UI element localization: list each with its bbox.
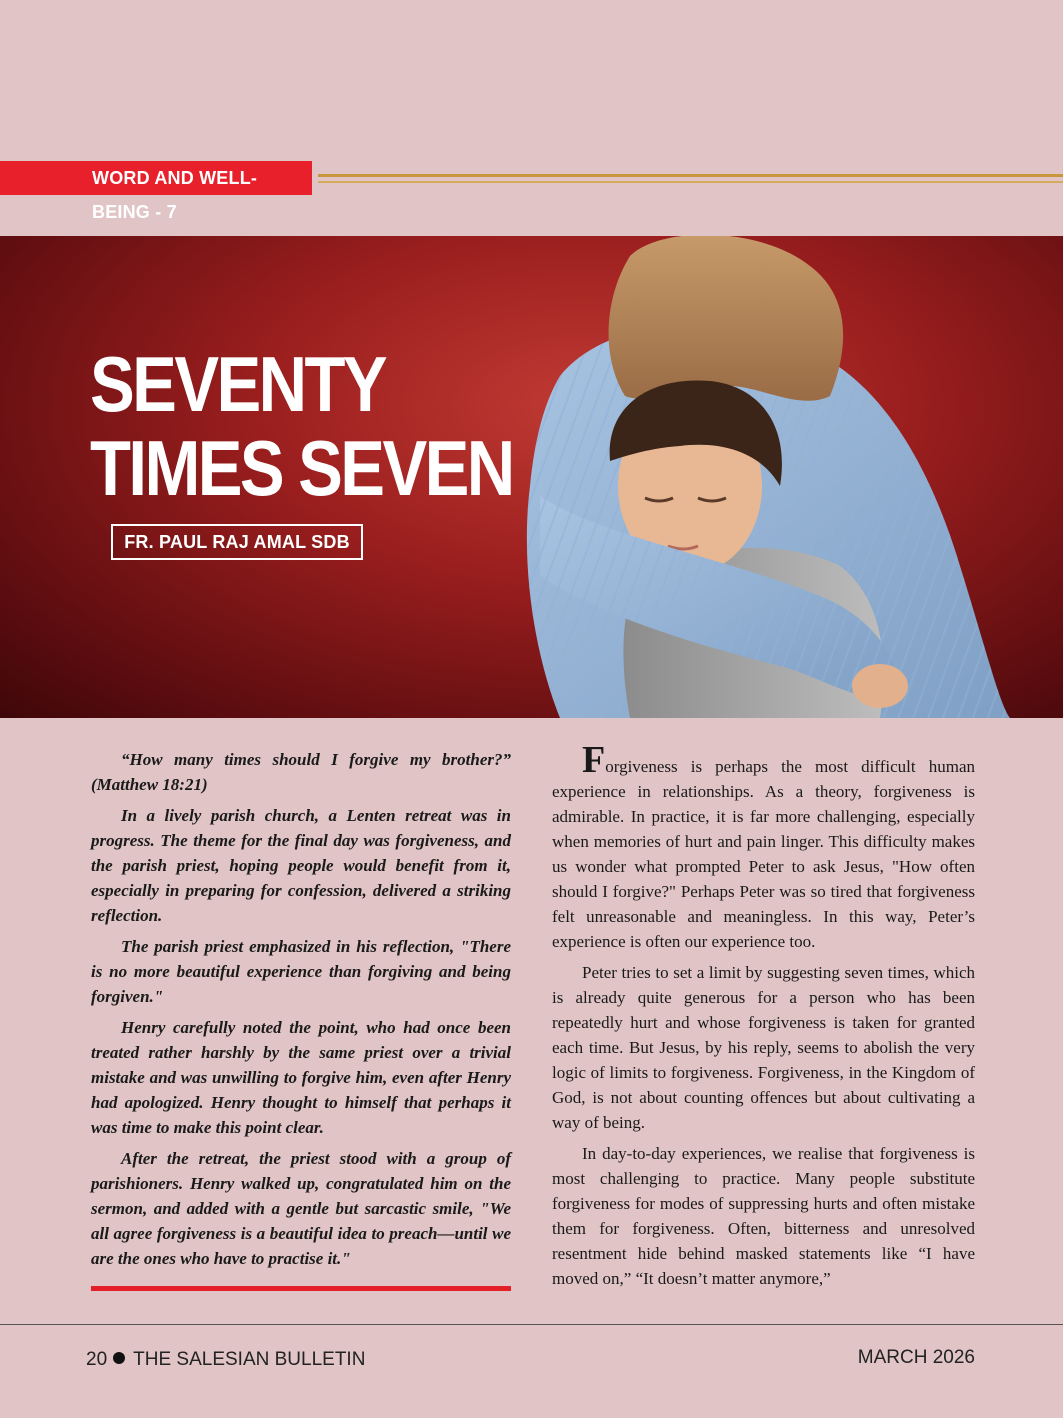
footer-divider bbox=[0, 1324, 1063, 1325]
article-headline bbox=[90, 342, 513, 510]
issue-date: MARCH 2026 bbox=[857, 1347, 975, 1368]
intro-paragraph: In a lively parish church, a Lenten retreat was in progress. The theme for the final day was forgiveness, and the parish priest, hoping people would benefit from it, especially in preparing for confession, delivered a striking reflection. bbox=[91, 806, 511, 925]
footer-publication bbox=[86, 1349, 365, 1371]
intro-paragraph: Henry carefully noted the point, who had once been treated rather harshly by the same priest over a trivial mistake and was unwilling to forgive him, even after Henry had apologized. Henry thought to himself that perhaps it was time to make this point clear. bbox=[91, 1018, 511, 1137]
intro-paragraph: After the retreat, the priest stood with a group of parishioners. Henry walked up, congratulated him on the sermon, and added with a gentle but sarcastic smile, "We all agree forgiveness is a beautiful idea to preach—until we are the ones who have to practise it." bbox=[91, 1149, 511, 1268]
body-paragraph: Peter tries to set a limit by suggesting seven times, which is already quite generous for a person who has been repeatedly hurt and whose forgiveness is taken for granted each time. But Jesus, by his reply, seems to abolish the very logic of limits to forgiveness. Forgiveness, in the Kingdom of God, is not about counting offences but about cultivating a way of being. bbox=[552, 963, 975, 1132]
section-tag: WORD AND WELL-BEING - 7 bbox=[0, 161, 312, 195]
headline-line-2: TIMES SEVEN bbox=[90, 424, 513, 512]
intro-column bbox=[91, 747, 511, 1277]
body-paragraph-text: orgiveness is perhaps the most difficult human experience in relationships. As a theory, forgiveness is admirable. In practice, it is far more challenging, especially when memories of hurt and pain linger. This difficulty makes us wonder what prompted Peter to ask Jesus, "How often should I forgive?" Perhaps Peter was so tired that forgiveness felt unreasonable and meaningless. In this way, Peter’s experience is often our experience too. bbox=[552, 757, 975, 951]
publication-name: THE SALESIAN BULLETIN bbox=[133, 1349, 366, 1370]
intro-paragraph: The parish priest emphasized in his reflection, "There is no more beautiful experience than forgiving and being forgiven." bbox=[91, 937, 511, 1006]
page-number: 20 bbox=[86, 1349, 108, 1370]
bullet-icon bbox=[113, 1352, 125, 1364]
headline-line-1: SEVENTY bbox=[90, 340, 386, 428]
drop-cap: F bbox=[582, 739, 606, 781]
red-divider bbox=[91, 1286, 511, 1291]
body-paragraph bbox=[552, 739, 975, 954]
gold-divider bbox=[318, 181, 1063, 183]
body-paragraph: In day-to-day experiences, we realise that forgiveness is most challenging to practice. Many people substitute forgiveness for modes of suppressing hurts and often mistake them for forgiveness. Often, bitterness and unresolved resentment hide behind masked statements like “I have moved on,” “It doesn’t matter anymore,” bbox=[552, 1144, 975, 1288]
author-byline: FR. PAUL RAJ AMAL SDB bbox=[111, 524, 363, 560]
body-column bbox=[552, 739, 975, 1297]
scripture-quote: “How many times should I forgive my brother?” (Matthew 18:21) bbox=[91, 750, 511, 794]
hero-banner bbox=[0, 236, 1063, 718]
gold-divider bbox=[318, 174, 1063, 177]
